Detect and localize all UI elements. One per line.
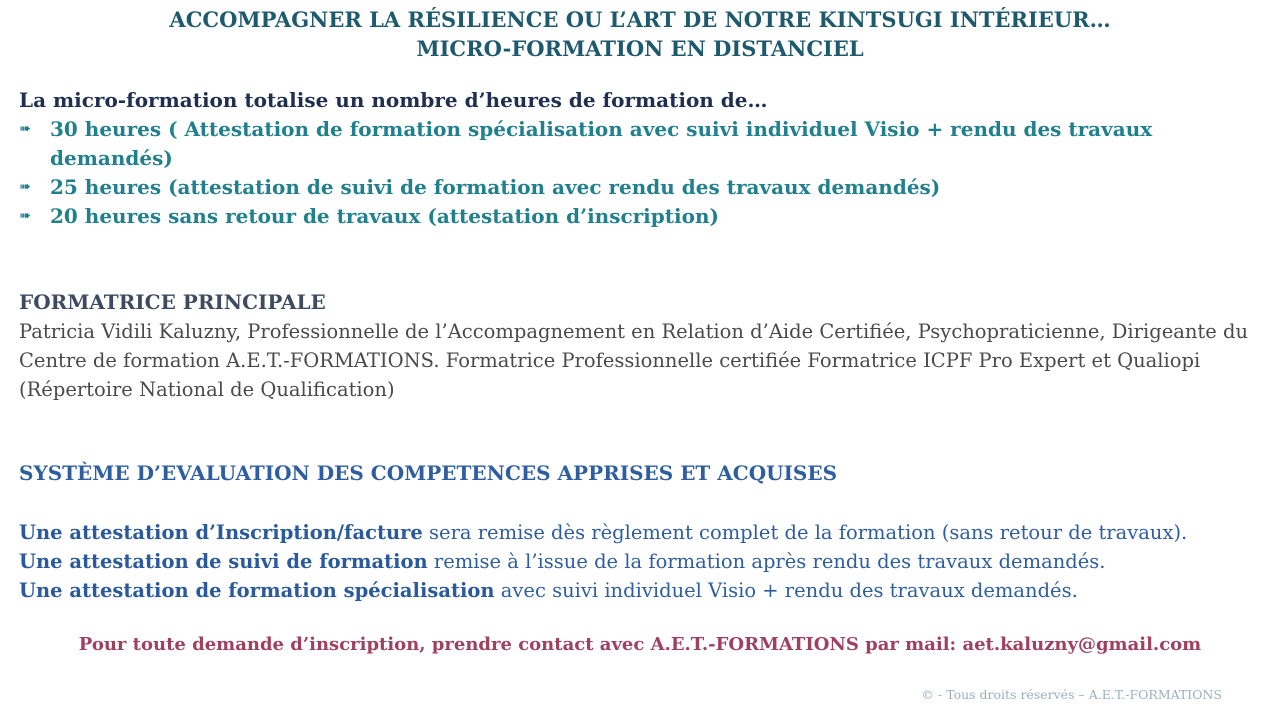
hours-intro: La micro-formation totalise un nombre d’heures de formation de… bbox=[19, 88, 768, 112]
list-item-text: 25 heures (attestation de suivi de formation avec rendu des travaux demandés) bbox=[50, 175, 941, 199]
copyright-notice: © - Tous droits réservés – A.E.T.-FORMATIONS bbox=[921, 687, 1222, 702]
page-subtitle: MICRO-FORMATION EN DISTANCIEL bbox=[416, 36, 864, 61]
right-arrow-icon: ➠ bbox=[19, 208, 31, 224]
evaluation-line bbox=[19, 576, 1269, 605]
evaluation-line-title: Une attestation de formation spécialisation bbox=[19, 579, 495, 602]
page-title: ACCOMPAGNER LA RÉSILIENCE OU L’ART DE NOTRE KINTSUGI INTÉRIEUR… bbox=[169, 7, 1111, 32]
trainer-description: Patricia Vidili Kaluzny, Professionnelle de l’Accompagnement en Relation d’Aide Certifiée, Psychopraticienne, Dirigeante du Centre de formation A.E.T.-FORMATIONS. Formatrice Professionnelle certifiée Formatrice ICPF Pro Expert et Qualiopi (Répertoire National de Qualification) bbox=[19, 320, 1249, 401]
evaluation-line bbox=[19, 518, 1269, 547]
hours-list bbox=[19, 115, 1219, 231]
evaluation-heading: SYSTÈME D’EVALUATION DES COMPETENCES APPRISES ET ACQUISES bbox=[19, 461, 838, 485]
right-arrow-icon: ➠ bbox=[19, 121, 31, 137]
evaluation-line-text: remise à l’issue de la formation après rendu des travaux demandés. bbox=[427, 550, 1106, 573]
trainer-heading: FORMATRICE PRINCIPALE bbox=[19, 290, 326, 314]
list-item bbox=[19, 173, 1219, 202]
evaluation-line-title: Une attestation de suivi de formation bbox=[19, 550, 428, 573]
evaluation-line-title: Une attestation d’Inscription/facture bbox=[19, 521, 423, 544]
evaluation-lines bbox=[19, 518, 1269, 605]
right-arrow-icon: ➠ bbox=[19, 179, 31, 195]
evaluation-line-text: avec suivi individuel Visio + rendu des travaux demandés. bbox=[494, 579, 1078, 602]
list-item-text: 20 heures sans retour de travaux (attestation d’inscription) bbox=[50, 204, 719, 228]
list-item bbox=[19, 202, 1219, 231]
evaluation-line-text: sera remise dès règlement complet de la formation (sans retour de travaux). bbox=[422, 521, 1188, 544]
list-item-text: 30 heures ( Attestation de formation spécialisation avec suivi individuel Visio + rendu des travaux demandés) bbox=[50, 117, 1153, 170]
contact-line: Pour toute demande d’inscription, prendre contact avec A.E.T.-FORMATIONS par mail: aet.kaluzny@gmail.com bbox=[78, 634, 1202, 655]
evaluation-line bbox=[19, 547, 1269, 576]
list-item bbox=[19, 115, 1219, 173]
